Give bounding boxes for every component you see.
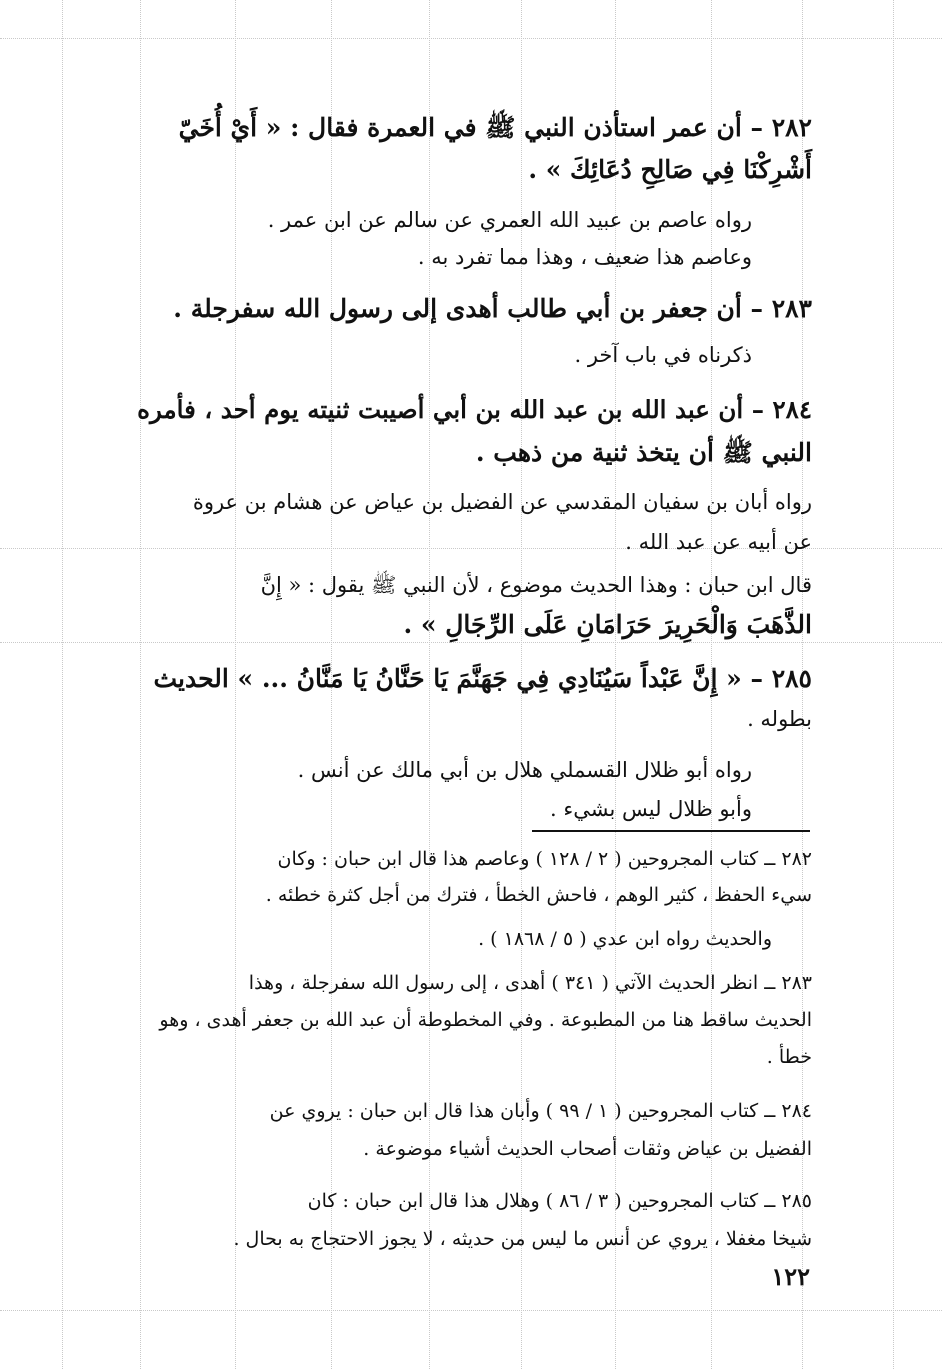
hadith-282-line-1: ٢٨٢ – أن عمر استأذن النبي ﷺ في العمرة فقال : « أَيْ أُخَيّ <box>178 113 812 142</box>
hadith-284-line-2: النبي ﷺ أن يتخذ ثنية من ذهب . <box>475 438 812 467</box>
narration-282-line-1: رواه عاصم بن عبيد الله العمري عن سالم عن ابن عمر . <box>267 208 752 232</box>
hadith-283-line-1: ٢٨٣ – أن جعفر بن أبي طالب أهدى إلى رسول الله سفرجلة . <box>173 294 812 323</box>
narration-284-line-1: رواه أبان بن سفيان المقدسي عن الفضيل بن عياض عن هشام بن عروة <box>192 490 812 514</box>
footnote-285-line-1: ٢٨٥ ــ كتاب المجروحين ( ٣ / ٨٦ ) وهلال هذا قال ابن حبان : كان <box>307 1190 812 1212</box>
narration-285-line-1: رواه أبو ظلال القسملي هلال بن أبي مالك عن أنس . <box>297 758 752 782</box>
hadith-282-line-2: أَشْرِكْنَا فِي صَالِحِ دُعَائِكَ » . <box>528 155 812 184</box>
hadith-284-line-1: ٢٨٤ – أن عبد الله بن عبد الله بن أبي أصيبت ثنيته يوم أحد ، فأمره <box>137 395 812 424</box>
narration-284-line-3: قال ابن حبان : وهذا الحديث موضوع ، لأن النبي ﷺ يقول : « إِنَّ <box>260 573 812 597</box>
narration-283-line-1: ذكرناه في باب آخر . <box>574 343 752 367</box>
footnote-283-line-1: ٢٨٣ ــ انظر الحديث الآتي ( ٣٤١ ) أهدى ، إلى رسول الله سفرجلة ، وهذا <box>248 972 812 994</box>
footnote-283-line-2: الحديث ساقط هنا من المطبوعة . وفي المخطوطة أن عبد الله بن جعفر أهدى ، وهو <box>159 1009 812 1031</box>
narration-282-line-2: وعاصم هذا ضعيف ، وهذا مما تفرد به . <box>417 245 752 269</box>
footnote-284-line-1: ٢٨٤ ــ كتاب المجروحين ( ١ / ٩٩ ) وأبان هذا قال ابن حبان : يروي عن <box>269 1100 812 1122</box>
narration-284-line-2: عن أبيه عن عبد الله . <box>625 530 812 554</box>
footnote-285-line-2: شيخا مغفلا ، يروي عن أنس ما ليس من حديثه ، لا يجوز الاحتجاج به بحال . <box>233 1228 812 1250</box>
footnote-284-line-2: الفضيل بن عياض وثقات أصحاب الحديث أشياء موضوعة . <box>363 1138 812 1160</box>
narration-284-line-4: الذَّهَبَ وَالْحَرِيرَ حَرَامَانِ عَلَى الرِّجَالِ » . <box>403 610 812 639</box>
footnote-282-line-3: والحديث رواه ابن عدي ( ٥ / ١٨٦٨ ) . <box>478 928 772 950</box>
page-number: ١٢٢ <box>771 1262 810 1291</box>
footnote-282-line-1: ٢٨٢ ــ كتاب المجروحين ( ٢ / ١٢٨ ) وعاصم هذا قال ابن حبان : وكان <box>277 848 812 870</box>
hadith-285-line-1: ٢٨٥ – « إِنَّ عَبْداً سَيُنَادِي فِي جَهَنَّمَ يَا حَنَّانُ يَا مَنَّانُ ... » الحديث <box>153 664 812 693</box>
hadith-285-line-2: بطوله . <box>747 707 812 731</box>
footnote-283-line-3: خطأ . <box>766 1046 812 1068</box>
narration-285-line-2: وأبو ظلال ليس بشيء . <box>549 797 752 821</box>
footnote-divider <box>532 830 810 832</box>
footnote-282-line-2: سيء الحفظ ، كثير الوهم ، فاحش الخطأ ، فترك من أجل كثرة خطئه . <box>265 884 812 906</box>
